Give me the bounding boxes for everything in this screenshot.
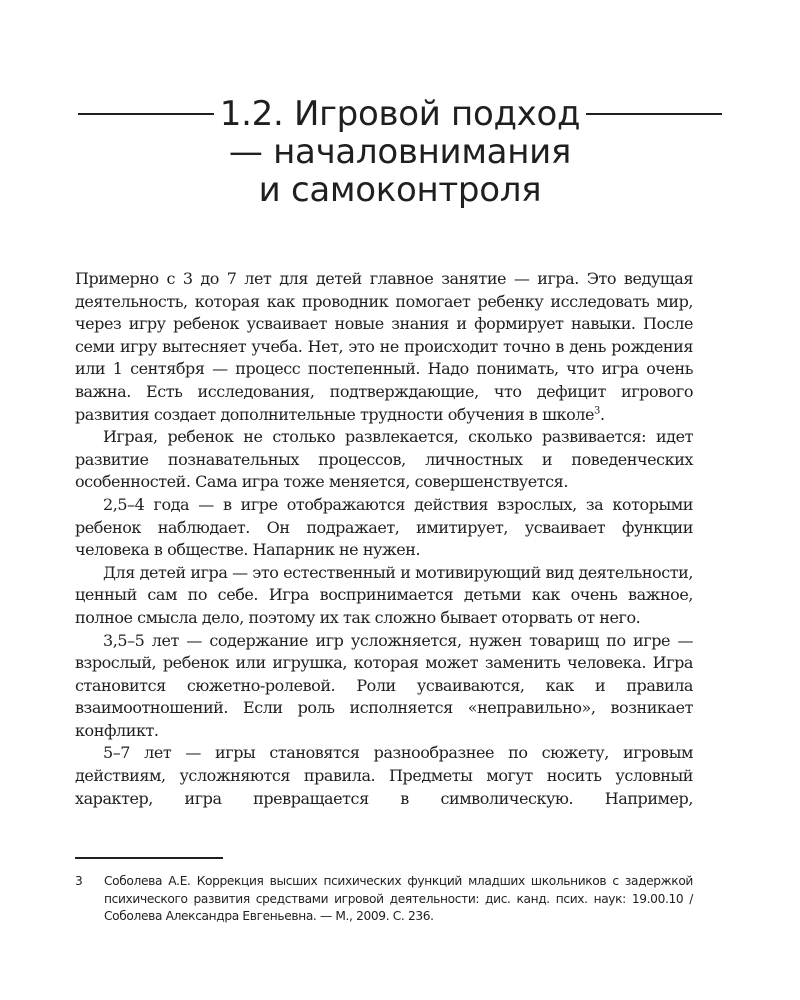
footnote-reference[interactable]: 3	[594, 405, 600, 417]
section-title-line-1: 1.2. Игровой подход	[0, 95, 800, 133]
title-rule-right	[586, 113, 722, 115]
paragraph-2: Играя, ребенок не столько развлекается, сколько развивается: идет развитие познавательных процессов, личностных и поведенческих особенностей. Сама игра тоже меняется, совершенствуется.	[75, 427, 693, 492]
section-title	[0, 95, 800, 209]
footnote-number: 3	[75, 874, 83, 888]
footnote	[75, 873, 693, 926]
title-rule-left	[78, 113, 214, 115]
footnote-divider	[75, 857, 223, 859]
footnote-text: Соболева А.Е. Коррекция высших психических функций младших школьников с задержкой психического развития средствами игровой деятельности: дис. канд. псих. наук: 19.00.10 / Соболева Александра Евгеньевна. — М., 2009. С. 236.	[104, 874, 693, 924]
paragraph-1: Примерно с 3 до 7 лет для детей главное занятие — игра. Это ведущая деятельность, которая как проводник помогает ребенку исследовать мир, через игру ребенок усваивает новые знания и формирует навыки. После семи игру вытесняет учеба. Нет, это не происходит точно в день рождения или 1 сентября — процесс постепенный. Надо понимать, что игра очень важна. Есть исследования, подтверждающие, что дефицит игрового развития создает дополнительные трудности обучения в школе$^3$.	[75, 269, 693, 424]
paragraph-6: 5–7 лет — игры становятся разнообразнее по сюжету, игровым действиям, усложняются правила. Предметы могут носить условный характер, игра превращается в символическую. Например,	[75, 743, 693, 808]
paragraph-5: 3,5–5 лет — содержание игр усложняется, нужен товарищ по игре — взрослый, ребенок или игрушка, которая может заменить человека. Игра становится сюжетно-ролевой. Роли усваиваются, как и правила взаимоотношений. Если роль исполняется «неправильно», возникает конфликт.	[75, 630, 693, 740]
section-title-line-3: и самоконтроля	[258, 170, 542, 210]
body-text	[75, 268, 693, 810]
paragraph-3: 2,5–4 года — в игре отображаются действия взрослых, за которыми ребенок наблюдает. Он подражает, имитирует, усваивает функции человека в обществе. Напарник не нужен.	[75, 494, 693, 560]
paragraph-4: Для детей игра — это естественный и мотивирующий вид деятельности, ценный сам по себе. Игра воспринимается детьми как очень важное, полное смысла дело, поэтому их так сложно бывает оторвать от него.	[75, 562, 693, 627]
section-title-line-2: — началовнимания	[228, 132, 572, 172]
